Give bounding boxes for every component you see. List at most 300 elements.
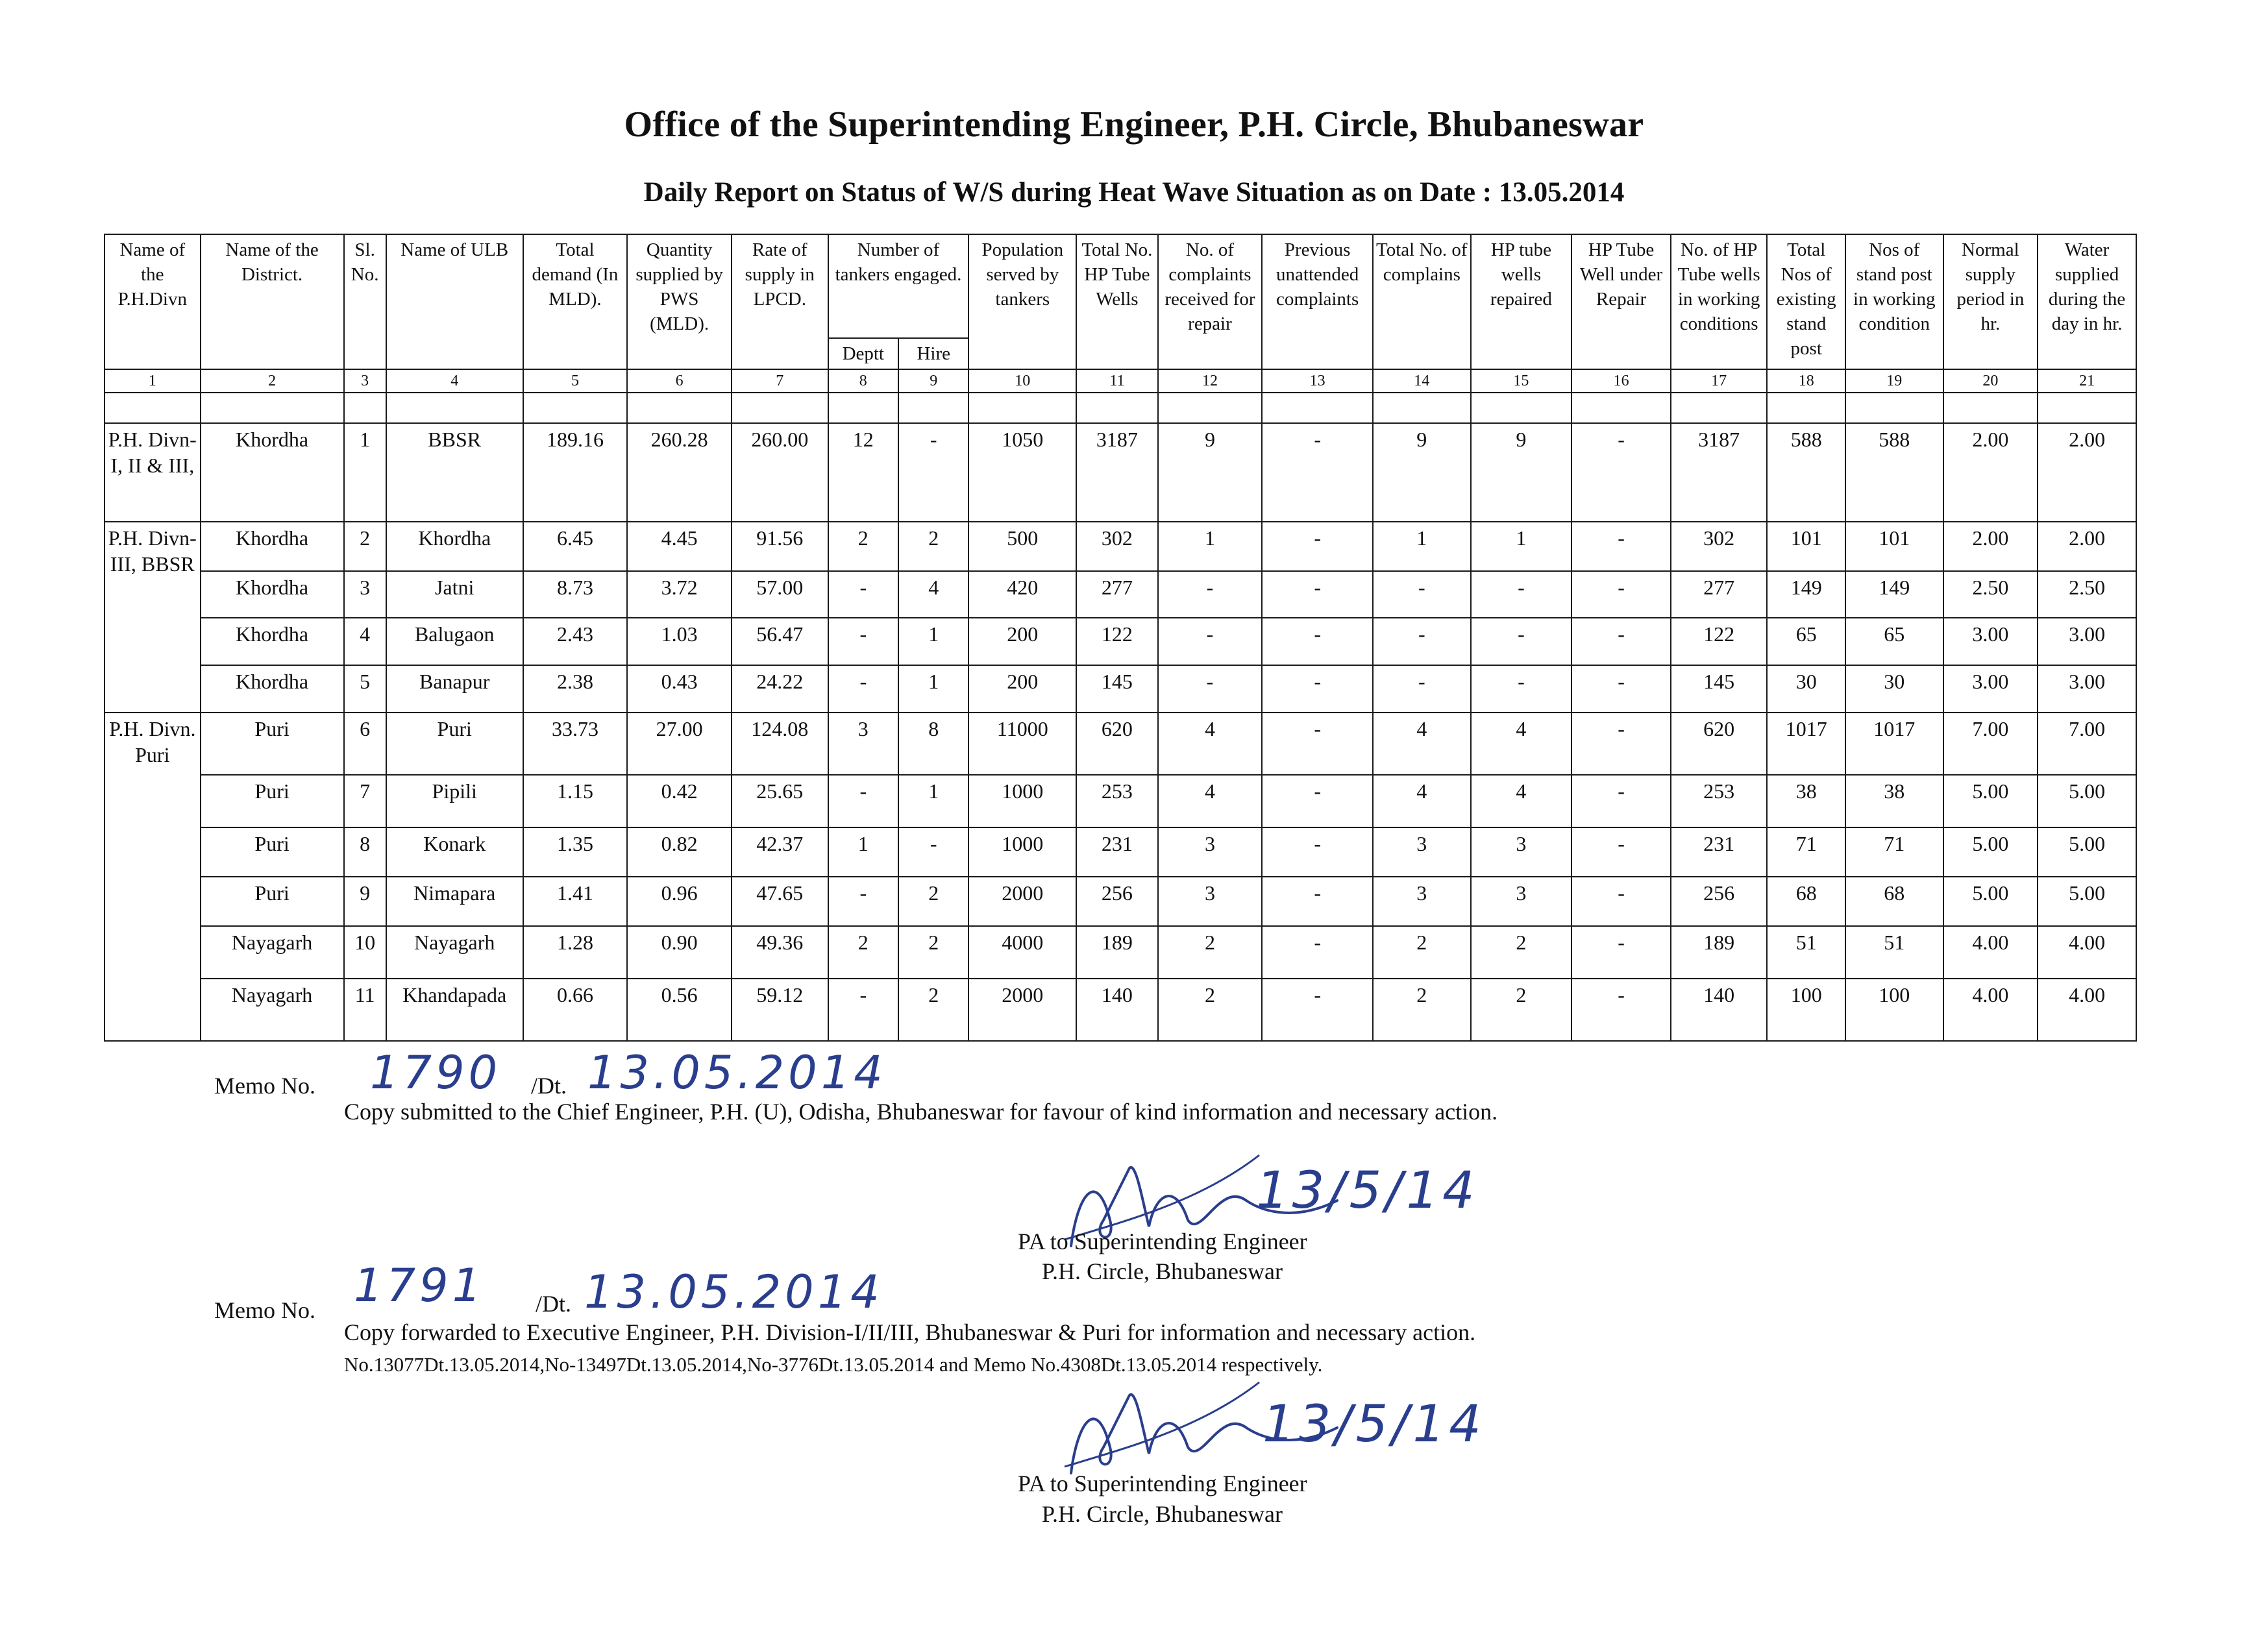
col-header-stand-working: Nos of stand post in working condition: [1845, 234, 1943, 369]
hp-total-cell: 277: [1076, 571, 1158, 618]
stand-post-cell: 71: [1767, 827, 1845, 877]
complaints-cell: 3: [1158, 877, 1263, 926]
water-supplied-cell: 5.00: [2038, 775, 2136, 827]
stand-post-cell: 68: [1767, 877, 1845, 926]
district-cell: Puri: [201, 713, 344, 775]
office-title: Office of the Superintending Engineer, P.H. Circle, Bhubaneswar: [624, 104, 1644, 145]
hire-cell: 1: [898, 618, 968, 665]
stand-post-cell: 51: [1767, 926, 1845, 979]
working-cell: 122: [1671, 618, 1768, 665]
deptt-cell: 12: [828, 423, 898, 522]
under-repair-cell: -: [1572, 713, 1671, 775]
hire-cell: 4: [898, 571, 968, 618]
memo1-dt-label: /Dt.: [531, 1073, 567, 1099]
water-supplied-cell: 5.00: [2038, 827, 2136, 877]
deptt-cell: -: [828, 571, 898, 618]
stand-working-cell: 149: [1845, 571, 1943, 618]
deptt-cell: -: [828, 877, 898, 926]
ulb-cell: Puri: [386, 713, 523, 775]
slno-cell: 10: [344, 926, 386, 979]
hp-total-cell: 302: [1076, 522, 1158, 571]
repaired-cell: -: [1471, 571, 1572, 618]
table-row: [105, 665, 2136, 713]
normal-supply-cell: 2.00: [1943, 522, 2038, 571]
col-header-repaired: HP tube wells repaired: [1471, 234, 1572, 369]
col-num: 21: [2038, 369, 2136, 393]
hire-cell: 2: [898, 926, 968, 979]
table-row: [105, 571, 2136, 618]
complaints-cell: 4: [1158, 713, 1263, 775]
demand-cell: 1.41: [523, 877, 628, 926]
hire-cell: -: [898, 827, 968, 877]
district-cell: Khordha: [201, 618, 344, 665]
stand-working-cell: 71: [1845, 827, 1943, 877]
normal-supply-cell: 2.00: [1943, 423, 2038, 522]
normal-supply-cell: 3.00: [1943, 665, 2038, 713]
hp-total-cell: 253: [1076, 775, 1158, 827]
hire-cell: 8: [898, 713, 968, 775]
sign1-line1: PA to Superintending Engineer: [1018, 1228, 1307, 1254]
col-header-deptt: Deptt: [828, 338, 898, 369]
ulb-cell: BBSR: [386, 423, 523, 522]
quantity-cell: 260.28: [627, 423, 732, 522]
division-cell: P.H. Divn-III, BBSR: [105, 522, 201, 713]
memo2-date: 13.05.2014: [584, 1265, 883, 1319]
district-cell: Puri: [201, 775, 344, 827]
normal-supply-cell: 2.50: [1943, 571, 2038, 618]
col-header-complaints: No. of complaints received for repair: [1158, 234, 1263, 369]
memo2-label: Memo No.: [214, 1297, 315, 1323]
slno-cell: 8: [344, 827, 386, 877]
previous-cell: -: [1262, 926, 1373, 979]
stand-working-cell: 51: [1845, 926, 1943, 979]
hire-cell: 1: [898, 775, 968, 827]
working-cell: 145: [1671, 665, 1768, 713]
col-header-under-repair: HP Tube Well under Repair: [1572, 234, 1671, 369]
previous-cell: -: [1262, 713, 1373, 775]
deptt-cell: -: [828, 775, 898, 827]
complaints-cell: -: [1158, 618, 1263, 665]
col-header-normal-supply: Normal supply period in hr.: [1943, 234, 2038, 369]
quantity-cell: 0.56: [627, 979, 732, 1041]
ulb-cell: Banapur: [386, 665, 523, 713]
slno-cell: 7: [344, 775, 386, 827]
total-complains-cell: -: [1373, 665, 1471, 713]
working-cell: 302: [1671, 522, 1768, 571]
slno-cell: 9: [344, 877, 386, 926]
stand-post-cell: 65: [1767, 618, 1845, 665]
rate-cell: 24.22: [732, 665, 828, 713]
quantity-cell: 0.96: [627, 877, 732, 926]
previous-cell: -: [1262, 775, 1373, 827]
sign1-line2: P.H. Circle, Bhubaneswar: [1042, 1258, 1283, 1284]
col-header-rate: Rate of supply in LPCD.: [732, 234, 828, 369]
hp-total-cell: 3187: [1076, 423, 1158, 522]
under-repair-cell: -: [1572, 665, 1671, 713]
complaints-cell: -: [1158, 665, 1263, 713]
total-complains-cell: 3: [1373, 877, 1471, 926]
col-num: 8: [828, 369, 898, 393]
deptt-cell: 1: [828, 827, 898, 877]
district-cell: Khordha: [201, 665, 344, 713]
col-num: 6: [627, 369, 732, 393]
ulb-cell: Khandapada: [386, 979, 523, 1041]
stand-working-cell: 30: [1845, 665, 1943, 713]
quantity-cell: 0.82: [627, 827, 732, 877]
normal-supply-cell: 4.00: [1943, 926, 2038, 979]
col-header-population: Population served by tankers: [968, 234, 1076, 369]
rate-cell: 91.56: [732, 522, 828, 571]
repaired-cell: 4: [1471, 713, 1572, 775]
water-supplied-cell: 2.50: [2038, 571, 2136, 618]
table-row: [105, 979, 2136, 1041]
demand-cell: 1.35: [523, 827, 628, 877]
population-cell: 1050: [968, 423, 1076, 522]
total-complains-cell: 1: [1373, 522, 1471, 571]
under-repair-cell: -: [1572, 877, 1671, 926]
normal-supply-cell: 5.00: [1943, 877, 2038, 926]
table-row: [105, 877, 2136, 926]
col-num: 18: [1767, 369, 1845, 393]
complaints-cell: 3: [1158, 827, 1263, 877]
slno-cell: 1: [344, 423, 386, 522]
repaired-cell: 2: [1471, 979, 1572, 1041]
memo2-refs: No.13077Dt.13.05.2014,No-13497Dt.13.05.2014,No-3776Dt.13.05.2014 and Memo No.4308Dt.13.05.2014 respectively.: [344, 1353, 1323, 1376]
complaints-cell: 2: [1158, 926, 1263, 979]
water-supplied-cell: 3.00: [2038, 618, 2136, 665]
previous-cell: -: [1262, 665, 1373, 713]
deptt-cell: 2: [828, 926, 898, 979]
previous-cell: -: [1262, 618, 1373, 665]
col-num: 1: [105, 369, 201, 393]
population-cell: 4000: [968, 926, 1076, 979]
col-num: 16: [1572, 369, 1671, 393]
water-supplied-cell: 2.00: [2038, 522, 2136, 571]
previous-cell: -: [1262, 877, 1373, 926]
repaired-cell: 3: [1471, 827, 1572, 877]
normal-supply-cell: 3.00: [1943, 618, 2038, 665]
signature-1-date: 13/5/14: [1256, 1162, 1479, 1220]
rate-cell: 57.00: [732, 571, 828, 618]
report-title: Daily Report on Status of W/S during Heat Wave Situation as on Date : 13.05.2014: [643, 177, 1625, 208]
district-cell: Puri: [201, 877, 344, 926]
district-cell: Puri: [201, 827, 344, 877]
normal-supply-cell: 5.00: [1943, 775, 2038, 827]
total-complains-cell: 3: [1373, 827, 1471, 877]
stand-post-cell: 588: [1767, 423, 1845, 522]
under-repair-cell: -: [1572, 571, 1671, 618]
col-num: 4: [386, 369, 523, 393]
working-cell: 3187: [1671, 423, 1768, 522]
col-header-working: No. of HP Tube wells in working conditions: [1671, 234, 1768, 369]
ulb-cell: Nimapara: [386, 877, 523, 926]
water-supplied-cell: 2.00: [2038, 423, 2136, 522]
hp-total-cell: 231: [1076, 827, 1158, 877]
repaired-cell: 4: [1471, 775, 1572, 827]
under-repair-cell: -: [1572, 926, 1671, 979]
stand-post-cell: 1017: [1767, 713, 1845, 775]
rate-cell: 56.47: [732, 618, 828, 665]
col-num: 20: [1943, 369, 2038, 393]
population-cell: 11000: [968, 713, 1076, 775]
working-cell: 277: [1671, 571, 1768, 618]
ulb-cell: Nayagarh: [386, 926, 523, 979]
total-complains-cell: -: [1373, 571, 1471, 618]
slno-cell: 3: [344, 571, 386, 618]
col-num: 3: [344, 369, 386, 393]
normal-supply-cell: 5.00: [1943, 827, 2038, 877]
population-cell: 1000: [968, 827, 1076, 877]
table-row: [105, 775, 2136, 827]
district-cell: Nayagarh: [201, 979, 344, 1041]
rate-cell: 59.12: [732, 979, 828, 1041]
deptt-cell: 3: [828, 713, 898, 775]
ulb-cell: Konark: [386, 827, 523, 877]
memo1-date: 13.05.2014: [587, 1046, 887, 1099]
slno-cell: 5: [344, 665, 386, 713]
demand-cell: 1.15: [523, 775, 628, 827]
col-header-hire: Hire: [898, 338, 968, 369]
division-cell: P.H. Divn. Puri: [105, 713, 201, 1041]
memo1-text: Copy submitted to the Chief Engineer, P.H. (U), Odisha, Bhubaneswar for favour of kind information and necessary action.: [344, 1099, 1498, 1125]
column-number-row: [105, 369, 2136, 393]
stand-post-cell: 101: [1767, 522, 1845, 571]
demand-cell: 189.16: [523, 423, 628, 522]
demand-cell: 0.66: [523, 979, 628, 1041]
population-cell: 420: [968, 571, 1076, 618]
previous-cell: -: [1262, 827, 1373, 877]
memo2-text: Copy forwarded to Executive Engineer, P.H. Division-I/II/III, Bhubaneswar & Puri for information and necessary action.: [344, 1319, 1476, 1345]
previous-cell: -: [1262, 423, 1373, 522]
hire-cell: 2: [898, 877, 968, 926]
population-cell: 2000: [968, 979, 1076, 1041]
under-repair-cell: -: [1572, 423, 1671, 522]
col-num: 14: [1373, 369, 1471, 393]
stand-post-cell: 38: [1767, 775, 1845, 827]
previous-cell: -: [1262, 522, 1373, 571]
hp-total-cell: 122: [1076, 618, 1158, 665]
signature-2-date: 13/5/14: [1263, 1395, 1485, 1454]
stand-working-cell: 1017: [1845, 713, 1943, 775]
hire-cell: 1: [898, 665, 968, 713]
under-repair-cell: -: [1572, 775, 1671, 827]
col-num: 19: [1845, 369, 1943, 393]
complaints-cell: 1: [1158, 522, 1263, 571]
stand-working-cell: 100: [1845, 979, 1943, 1041]
quantity-cell: 0.42: [627, 775, 732, 827]
hp-total-cell: 620: [1076, 713, 1158, 775]
deptt-cell: -: [828, 618, 898, 665]
slno-cell: 2: [344, 522, 386, 571]
hire-cell: 2: [898, 979, 968, 1041]
water-supplied-cell: 5.00: [2038, 877, 2136, 926]
col-header-water-supplied: Water supplied during the day in hr.: [2038, 234, 2136, 369]
population-cell: 200: [968, 618, 1076, 665]
under-repair-cell: -: [1572, 827, 1671, 877]
total-complains-cell: 2: [1373, 926, 1471, 979]
stand-post-cell: 149: [1767, 571, 1845, 618]
col-header-stand-post: Total Nos of existing stand post: [1767, 234, 1845, 369]
stand-working-cell: 101: [1845, 522, 1943, 571]
memo2-number: 1791: [354, 1259, 486, 1312]
demand-cell: 2.38: [523, 665, 628, 713]
table-row: [105, 618, 2136, 665]
under-repair-cell: -: [1572, 618, 1671, 665]
table-row: [105, 423, 2136, 522]
total-complains-cell: 2: [1373, 979, 1471, 1041]
rate-cell: 49.36: [732, 926, 828, 979]
col-num: 13: [1262, 369, 1373, 393]
demand-cell: 33.73: [523, 713, 628, 775]
working-cell: 253: [1671, 775, 1768, 827]
slno-cell: 11: [344, 979, 386, 1041]
blank-row: [105, 393, 2136, 423]
stand-post-cell: 100: [1767, 979, 1845, 1041]
repaired-cell: -: [1471, 665, 1572, 713]
col-num: 12: [1158, 369, 1263, 393]
col-num: 15: [1471, 369, 1572, 393]
sign2-line1: PA to Superintending Engineer: [1018, 1471, 1307, 1496]
district-cell: Khordha: [201, 571, 344, 618]
col-num: 11: [1076, 369, 1158, 393]
rate-cell: 47.65: [732, 877, 828, 926]
total-complains-cell: -: [1373, 618, 1471, 665]
repaired-cell: -: [1471, 618, 1572, 665]
col-num: 5: [523, 369, 628, 393]
quantity-cell: 27.00: [627, 713, 732, 775]
district-cell: Nayagarh: [201, 926, 344, 979]
working-cell: 231: [1671, 827, 1768, 877]
stand-working-cell: 65: [1845, 618, 1943, 665]
col-header-demand: Total demand (In MLD).: [523, 234, 628, 369]
water-supplied-cell: 4.00: [2038, 979, 2136, 1041]
complaints-cell: 9: [1158, 423, 1263, 522]
normal-supply-cell: 4.00: [1943, 979, 2038, 1041]
hire-cell: -: [898, 423, 968, 522]
total-complains-cell: 4: [1373, 713, 1471, 775]
working-cell: 140: [1671, 979, 1768, 1041]
table-row: [105, 522, 2136, 571]
col-num: 2: [201, 369, 344, 393]
stand-working-cell: 68: [1845, 877, 1943, 926]
col-header-previous: Previous unattended complaints: [1262, 234, 1373, 369]
deptt-cell: -: [828, 979, 898, 1041]
population-cell: 200: [968, 665, 1076, 713]
col-header-hp-total: Total No. HP Tube Wells: [1076, 234, 1158, 369]
stand-working-cell: 38: [1845, 775, 1943, 827]
col-header-quantity: Quantity supplied by PWS (MLD).: [627, 234, 732, 369]
rate-cell: 260.00: [732, 423, 828, 522]
deptt-cell: 2: [828, 522, 898, 571]
water-supplied-cell: 4.00: [2038, 926, 2136, 979]
population-cell: 500: [968, 522, 1076, 571]
working-cell: 620: [1671, 713, 1768, 775]
complaints-cell: 4: [1158, 775, 1263, 827]
previous-cell: -: [1262, 979, 1373, 1041]
repaired-cell: 1: [1471, 522, 1572, 571]
col-header-total-complains: Total No. of complains: [1373, 234, 1471, 369]
ulb-cell: Jatni: [386, 571, 523, 618]
col-header-divn: Name of the P.H.Divn: [105, 234, 201, 369]
district-cell: Khordha: [201, 522, 344, 571]
hire-cell: 2: [898, 522, 968, 571]
col-num: 9: [898, 369, 968, 393]
demand-cell: 6.45: [523, 522, 628, 571]
repaired-cell: 9: [1471, 423, 1572, 522]
total-complains-cell: 9: [1373, 423, 1471, 522]
quantity-cell: 3.72: [627, 571, 732, 618]
hp-total-cell: 256: [1076, 877, 1158, 926]
demand-cell: 1.28: [523, 926, 628, 979]
quantity-cell: 4.45: [627, 522, 732, 571]
repaired-cell: 2: [1471, 926, 1572, 979]
complaints-cell: 2: [1158, 979, 1263, 1041]
quantity-cell: 0.43: [627, 665, 732, 713]
table-row: [105, 827, 2136, 877]
working-cell: 189: [1671, 926, 1768, 979]
complaints-cell: -: [1158, 571, 1263, 618]
under-repair-cell: -: [1572, 979, 1671, 1041]
slno-cell: 4: [344, 618, 386, 665]
working-cell: 256: [1671, 877, 1768, 926]
col-num: 7: [732, 369, 828, 393]
rate-cell: 42.37: [732, 827, 828, 877]
population-cell: 1000: [968, 775, 1076, 827]
total-complains-cell: 4: [1373, 775, 1471, 827]
ulb-cell: Balugaon: [386, 618, 523, 665]
col-header-tankers: Number of tankers engaged.: [828, 234, 969, 338]
memo1-number: 1790: [370, 1046, 502, 1099]
hp-total-cell: 140: [1076, 979, 1158, 1041]
ulb-cell: Pipili: [386, 775, 523, 827]
col-header-ulb: Name of ULB: [386, 234, 523, 369]
normal-supply-cell: 7.00: [1943, 713, 2038, 775]
demand-cell: 2.43: [523, 618, 628, 665]
table-row: [105, 926, 2136, 979]
rate-cell: 124.08: [732, 713, 828, 775]
hp-total-cell: 145: [1076, 665, 1158, 713]
col-num: 17: [1671, 369, 1768, 393]
quantity-cell: 0.90: [627, 926, 732, 979]
stand-working-cell: 588: [1845, 423, 1943, 522]
sign2-line2: P.H. Circle, Bhubaneswar: [1042, 1501, 1283, 1527]
status-table: [104, 234, 2137, 1042]
population-cell: 2000: [968, 877, 1076, 926]
memo2-dt-label: /Dt.: [536, 1291, 572, 1317]
under-repair-cell: -: [1572, 522, 1671, 571]
repaired-cell: 3: [1471, 877, 1572, 926]
demand-cell: 8.73: [523, 571, 628, 618]
rate-cell: 25.65: [732, 775, 828, 827]
stand-post-cell: 30: [1767, 665, 1845, 713]
col-header-slno: Sl. No.: [344, 234, 386, 369]
water-supplied-cell: 7.00: [2038, 713, 2136, 775]
table-row: [105, 713, 2136, 775]
header-row: [105, 234, 2136, 338]
deptt-cell: -: [828, 665, 898, 713]
water-supplied-cell: 3.00: [2038, 665, 2136, 713]
ulb-cell: Khordha: [386, 522, 523, 571]
col-num: 10: [968, 369, 1076, 393]
col-header-district: Name of the District.: [201, 234, 344, 369]
quantity-cell: 1.03: [627, 618, 732, 665]
hp-total-cell: 189: [1076, 926, 1158, 979]
slno-cell: 6: [344, 713, 386, 775]
memo1-label: Memo No.: [214, 1073, 315, 1099]
division-cell: P.H. Divn-I, II & III,: [105, 423, 201, 522]
district-cell: Khordha: [201, 423, 344, 522]
previous-cell: -: [1262, 571, 1373, 618]
